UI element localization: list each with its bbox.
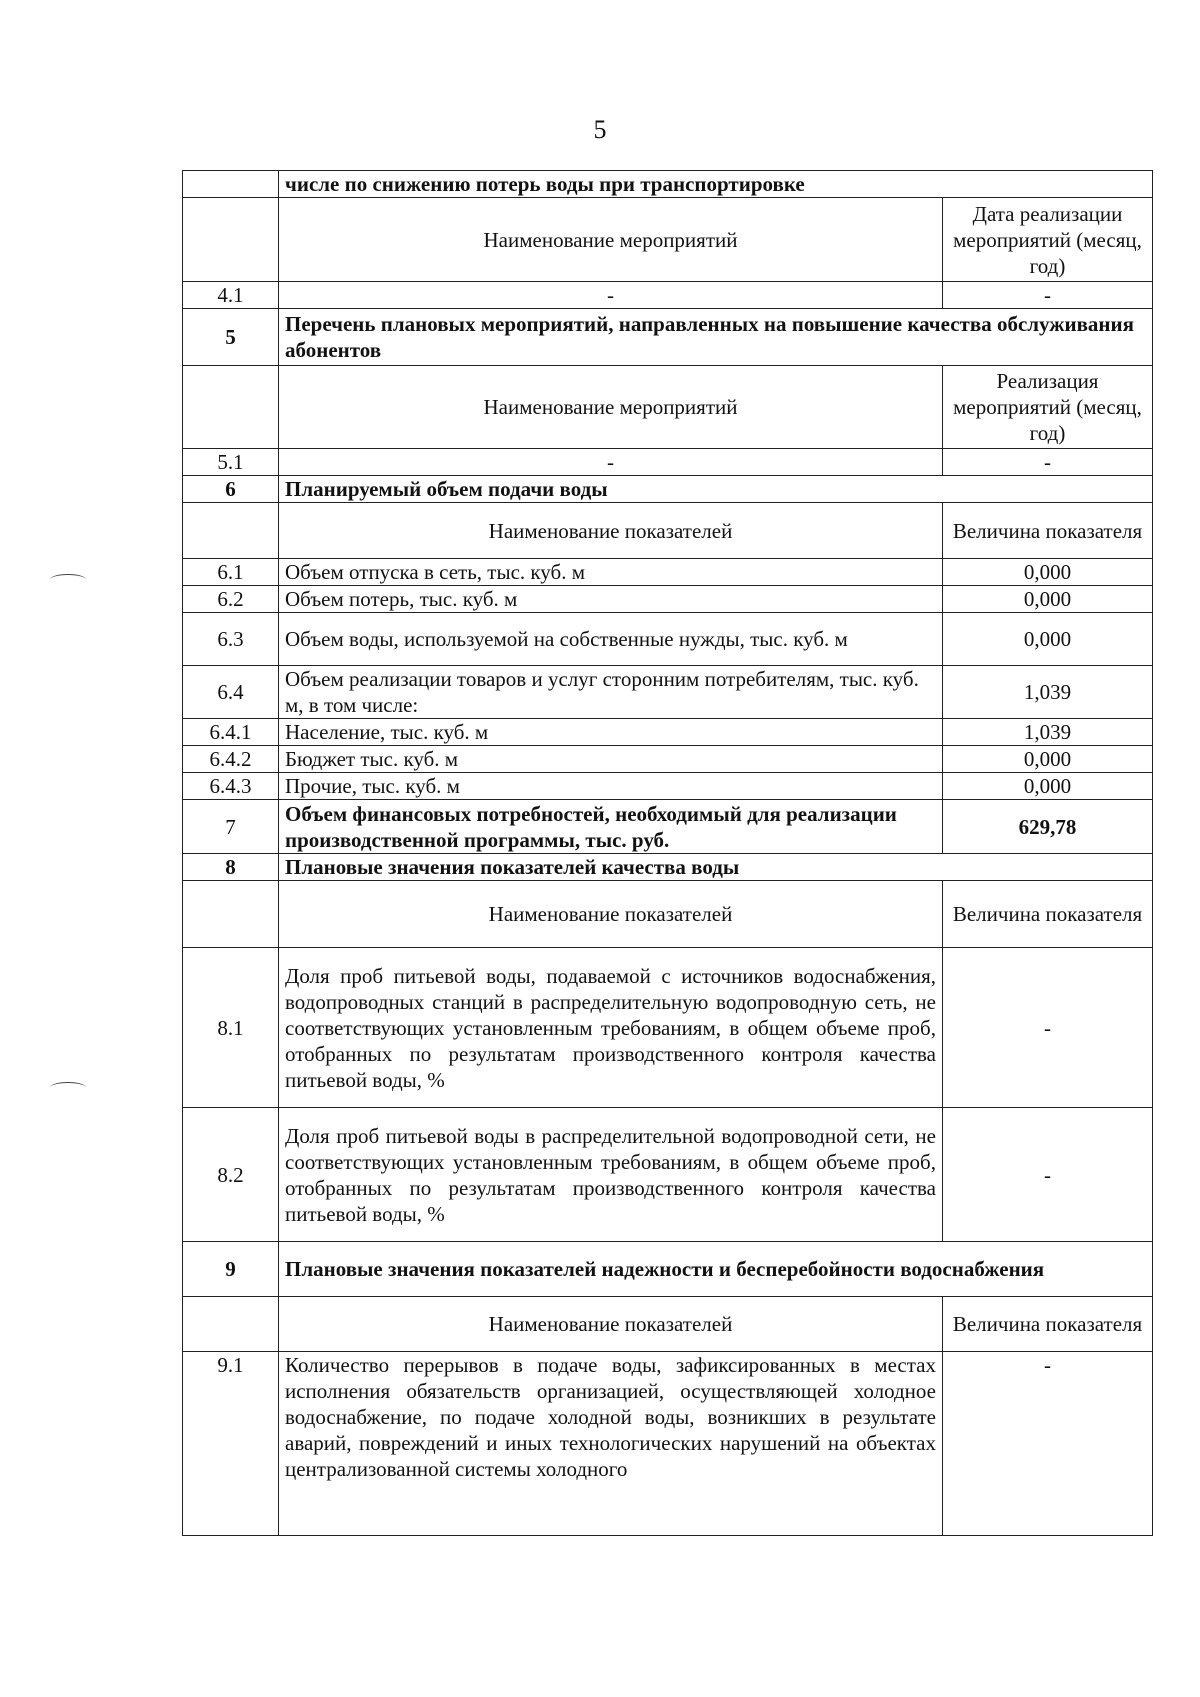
- row-value: 629,78: [943, 800, 1153, 854]
- row-number: 8.1: [183, 948, 279, 1108]
- column-header-name: Наименование показателей: [279, 503, 943, 559]
- row-name: Объем реализации товаров и услуг сторонним потребителям, тыс. куб. м, в том числе:: [279, 666, 943, 719]
- table-row: [183, 366, 1153, 449]
- column-header-value: Величина показателя: [943, 881, 1153, 948]
- row-number: 6.4.2: [183, 746, 279, 773]
- row-value: -: [943, 1108, 1153, 1242]
- table-row: [183, 773, 1153, 800]
- table-row: [183, 746, 1153, 773]
- table-row: [183, 948, 1153, 1108]
- row-name: Доля проб питьевой воды в распределительной водопроводной сети, не соответствующих установленным требованиям, в общем объеме проб, отобранных по результатам производственного контроля качества питьевой воды, %: [279, 1108, 943, 1242]
- row-number: 8.2: [183, 1108, 279, 1242]
- column-header-name: Наименование показателей: [279, 1297, 943, 1352]
- row-value: -: [943, 1352, 1153, 1536]
- row-number-cell: [183, 366, 279, 449]
- row-number: 7: [183, 800, 279, 854]
- row-name: Бюджет тыс. куб. м: [279, 746, 943, 773]
- section-title: Перечень плановых мероприятий, направленных на повышение качества обслуживания абонентов: [279, 309, 1153, 366]
- row-value: 0,000: [943, 586, 1153, 613]
- section-title: Плановые значения показателей надежности и бесперебойности водоснабжения: [279, 1242, 1153, 1297]
- table-row: [183, 854, 1153, 881]
- table-row: [183, 559, 1153, 586]
- table-row: [183, 719, 1153, 746]
- scan-mark: [50, 574, 86, 585]
- column-header-name: Наименование мероприятий: [279, 366, 943, 449]
- table-row: [183, 666, 1153, 719]
- row-value: 0,000: [943, 773, 1153, 800]
- table-row: [183, 800, 1153, 854]
- row-name: Объем воды, используемой на собственные нужды, тыс. куб. м: [279, 613, 943, 666]
- row-number: 6.3: [183, 613, 279, 666]
- column-header-name: Наименование мероприятий: [279, 198, 943, 282]
- table-row: [183, 198, 1153, 282]
- table-row: [183, 503, 1153, 559]
- row-number: 5.1: [183, 449, 279, 476]
- row-value: -: [943, 282, 1153, 309]
- table-row: [183, 613, 1153, 666]
- row-number: 6.4.3: [183, 773, 279, 800]
- row-number-cell: [183, 171, 279, 198]
- row-name: -: [279, 282, 943, 309]
- table-row: [183, 586, 1153, 613]
- column-header-name: Наименование показателей: [279, 881, 943, 948]
- row-name: Доля проб питьевой воды, подаваемой с источников водоснабжения, водопроводных станций в распределительную водопроводную сеть, не соответствующих установленным требованиям, в общем объеме проб, отобранных по результатам производственного контроля качества питьевой воды, %: [279, 948, 943, 1108]
- section-number: 9: [183, 1242, 279, 1297]
- row-value: -: [943, 948, 1153, 1108]
- column-header-value: Величина показателя: [943, 1297, 1153, 1352]
- row-number: 9.1: [183, 1352, 279, 1536]
- row-name: Прочие, тыс. куб. м: [279, 773, 943, 800]
- row-number: 6.1: [183, 559, 279, 586]
- table-row: [183, 1242, 1153, 1297]
- row-number-cell: [183, 198, 279, 282]
- row-name: Объем финансовых потребностей, необходимый для реализации производственной программы, тыс. руб.: [279, 800, 943, 854]
- row-number-cell: [183, 503, 279, 559]
- column-header-date: Дата реализации мероприятий (месяц, год): [943, 198, 1153, 282]
- table-row: [183, 1352, 1153, 1536]
- row-name: -: [279, 449, 943, 476]
- table-row: [183, 282, 1153, 309]
- row-name: Количество перерывов в подаче воды, зафиксированных в местах исполнения обязательств организацией, осуществляющей холодное водоснабжение, по подаче холодной воды, возникших в результате аварий, повреждений и иных технологических нарушений на объектах централизованной системы холодного: [279, 1352, 943, 1536]
- table-row: [183, 171, 1153, 198]
- row-value: 0,000: [943, 613, 1153, 666]
- row-value: 1,039: [943, 719, 1153, 746]
- row-number: 4.1: [183, 282, 279, 309]
- table-row: [183, 309, 1153, 366]
- row-number-cell: [183, 1297, 279, 1352]
- row-value: 0,000: [943, 746, 1153, 773]
- column-header-value: Величина показателя: [943, 503, 1153, 559]
- row-number-cell: [183, 881, 279, 948]
- section-number: 5: [183, 309, 279, 366]
- column-header-date: Реализация мероприятий (месяц, год): [943, 366, 1153, 449]
- section-title: Плановые значения показателей качества воды: [279, 854, 1153, 881]
- scan-mark: [50, 1082, 86, 1093]
- program-table: [182, 170, 1153, 1536]
- row-number: 6.4.1: [183, 719, 279, 746]
- row-name: Объем потерь, тыс. куб. м: [279, 586, 943, 613]
- table-row: [183, 476, 1153, 503]
- row-number: 6.2: [183, 586, 279, 613]
- row-value: 1,039: [943, 666, 1153, 719]
- page-number: 5: [593, 115, 607, 144]
- table-row: [183, 1108, 1153, 1242]
- section-number: 6: [183, 476, 279, 503]
- section-title: числе по снижению потерь воды при транспортировке: [279, 171, 1153, 198]
- table-row: [183, 449, 1153, 476]
- section-number: 8: [183, 854, 279, 881]
- row-value: -: [943, 449, 1153, 476]
- row-name: Объем отпуска в сеть, тыс. куб. м: [279, 559, 943, 586]
- row-name: Население, тыс. куб. м: [279, 719, 943, 746]
- table-row: [183, 1297, 1153, 1352]
- section-title: Планируемый объем подачи воды: [279, 476, 1153, 503]
- table-row: [183, 881, 1153, 948]
- row-value: 0,000: [943, 559, 1153, 586]
- row-number: 6.4: [183, 666, 279, 719]
